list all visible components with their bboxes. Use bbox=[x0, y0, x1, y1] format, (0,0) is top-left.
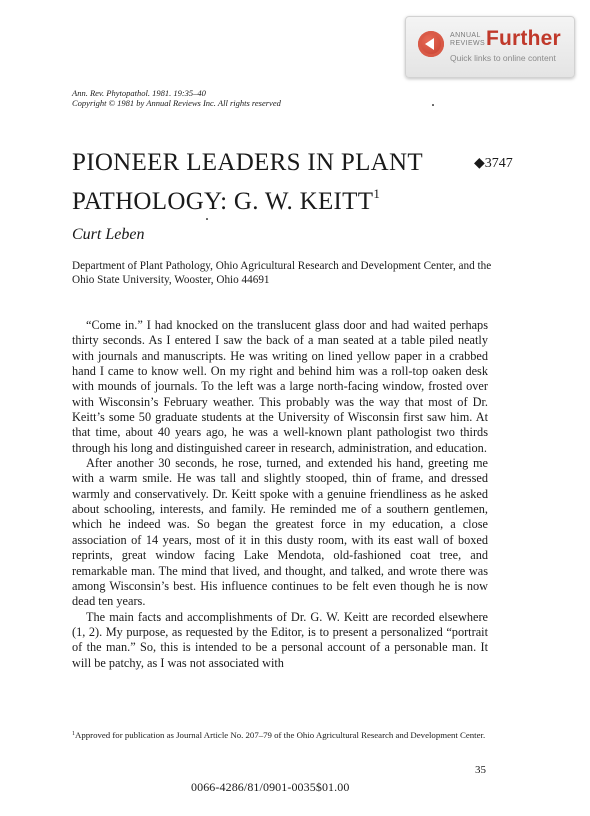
body-paragraph: After another 30 seconds, he rose, turned, and extended his hand, greeting me with a warm smile. He was tall and slightly stooped, thin of frame, and dressed warmly and conservatively. Dr. Keitt spoke with a genuine friendliness as he asked about schooling, interests, and family. He reminded me of a southern gentlemen, which he indeed was. So began the greatest force in my education, a close association of 14 years, most of it in this dusty room, with its east wall of boxed reprints, great window facing Lake Mendota, old-fashioned coat tree, and remarkable man. The mind that lived, and thought, and talked, and wrote there was among Wisconsin’s best. His influence continues to be felt even though he is now dead ten years. bbox=[72, 456, 488, 609]
article-body bbox=[72, 318, 488, 671]
footnote-text: Approved for publication as Journal Article No. 207–79 of the Ohio Agricultural Research and Development Center. bbox=[75, 730, 486, 740]
article-title bbox=[72, 147, 423, 217]
journal-citation: Ann. Rev. Phytopathol. 1981. 19:35–40 bbox=[72, 88, 206, 98]
page-number: 35 bbox=[475, 764, 486, 776]
author-name: Curt Leben bbox=[72, 226, 145, 243]
footnote bbox=[72, 729, 488, 741]
body-paragraph: “Come in.” I had knocked on the translucent glass door and had waited perhaps thirty seconds. As I entered I saw the back of a man seated at a table piled neatly with journals and manuscripts. He was writing on lined yellow paper in a crabbed hand I came to know well. On my right and behind him was a roll-top oaken desk with mounds of journals. To the left was a large north-facing window, frosted over with Wisconsin’s February weather. This probably was the way that most of Dr. Keitt’s some 50 graduate students at the University of Wisconsin first saw him. At that time, about 40 years ago, he was a well-known plant pathologist two thirds through his long and distinguished career in research, administration, and education. bbox=[72, 318, 488, 455]
scan-speck bbox=[206, 218, 208, 220]
title-line-1: PIONEER LEADERS IN PLANT bbox=[72, 149, 423, 176]
badge-subtitle-link[interactable]: Quick links to online content bbox=[450, 53, 556, 63]
scan-speck bbox=[432, 104, 434, 106]
author-affiliation: Department of Plant Pathology, Ohio Agricultural Research and Development Center, and the Ohio State University, Wooster, Ohio 44691 bbox=[72, 260, 492, 286]
price-code: 0066-4286/81/0901-0035$01.00 bbox=[191, 780, 350, 794]
badge-brand: Further bbox=[486, 27, 561, 50]
title-footnote-mark[interactable]: 1 bbox=[373, 186, 381, 201]
article-number: ◆3747 bbox=[474, 156, 513, 171]
badge-publisher-label: ANNUAL REVIEWS bbox=[450, 32, 486, 47]
journal-copyright: Copyright © 1981 by Annual Reviews Inc. All rights reserved bbox=[72, 98, 281, 108]
annual-reviews-further-badge[interactable] bbox=[405, 16, 575, 78]
journal-reference bbox=[72, 88, 281, 108]
footnote-mark: 1 bbox=[72, 731, 75, 737]
title-line-2: PATHOLOGY: G. W. KEITT bbox=[72, 188, 374, 215]
back-arrow-circle-icon bbox=[418, 31, 444, 57]
body-paragraph: The main facts and accomplishments of Dr. G. W. Keitt are recorded elsewhere (1, 2). My purpose, as requested by the Editor, is to present a personalized “portrait of the man.” So, this is intended to be a personal account of a personable man. It will be patchy, as I was not associated with bbox=[72, 609, 488, 670]
